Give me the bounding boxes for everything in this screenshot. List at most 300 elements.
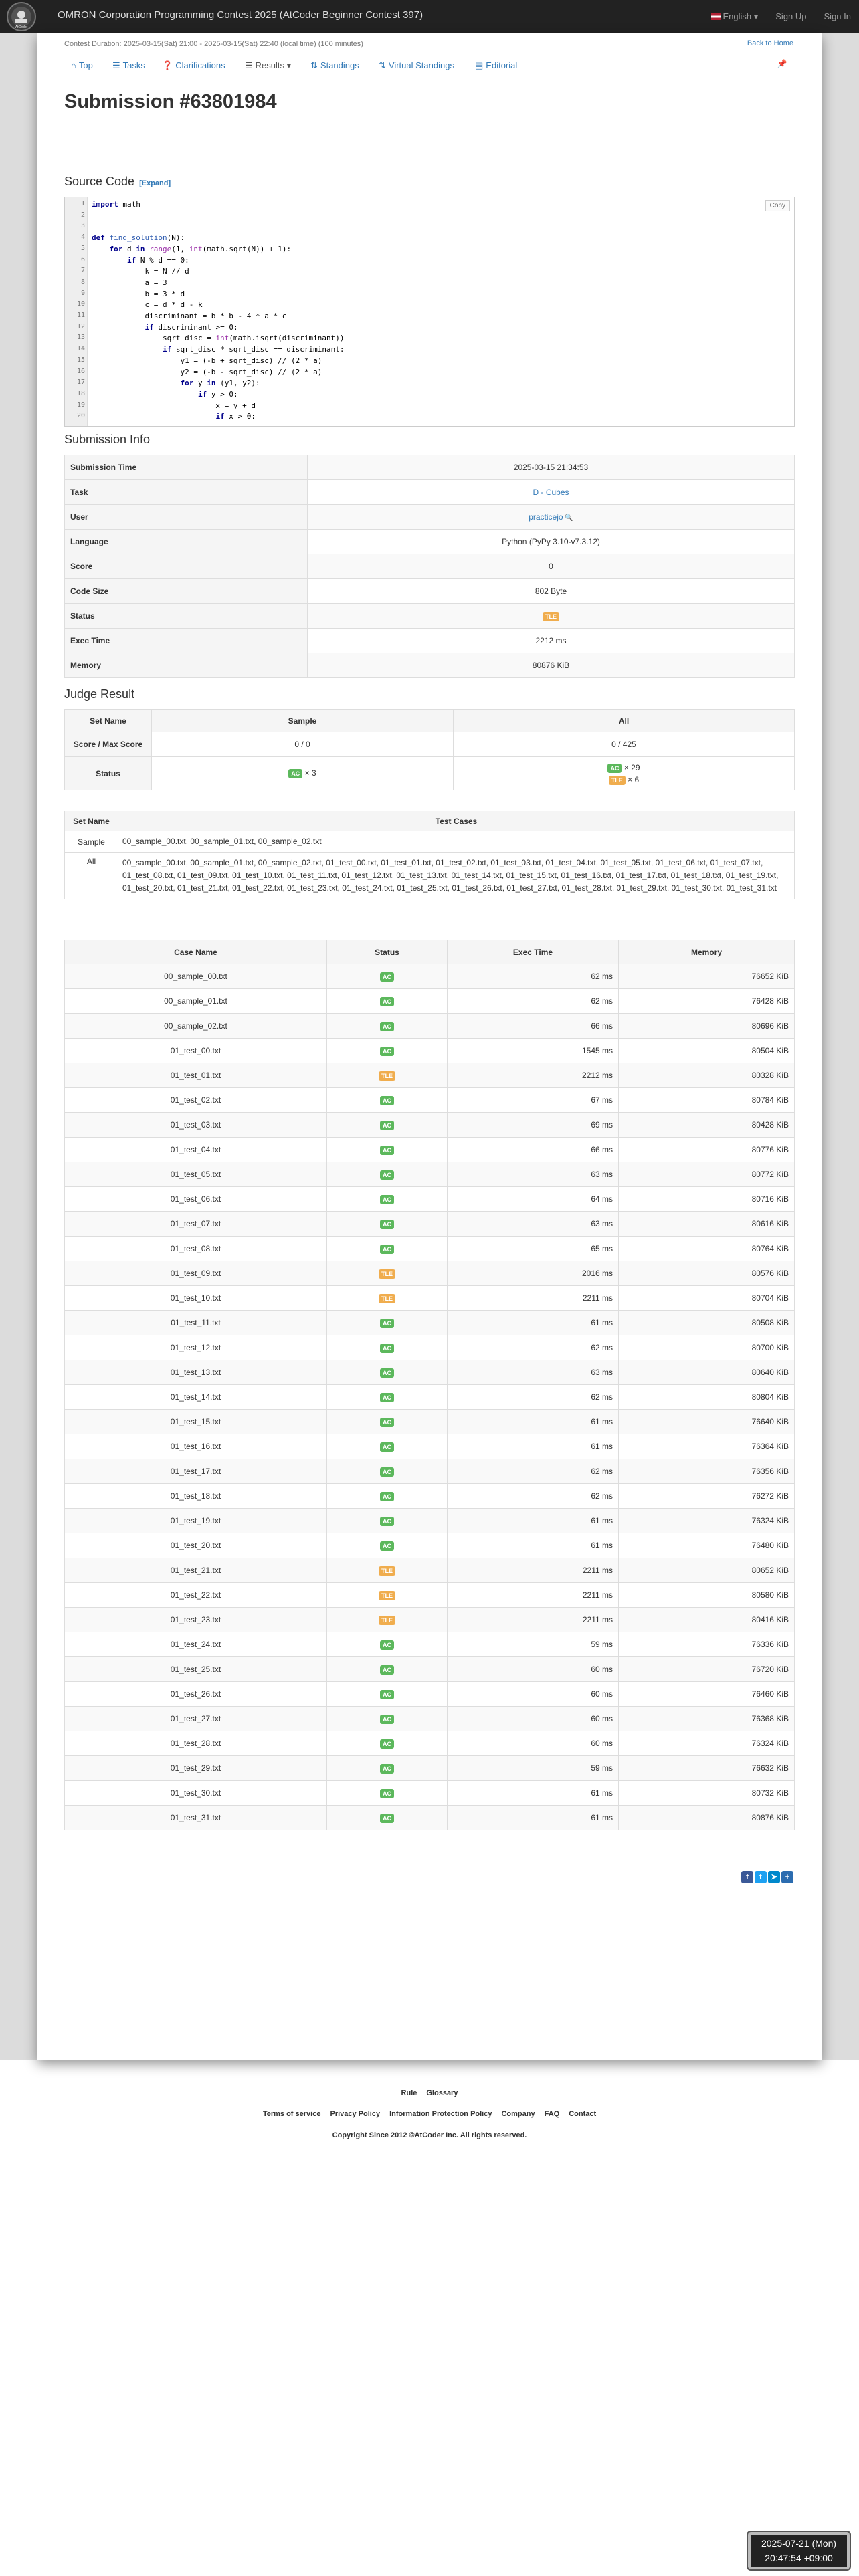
case-memory: 76480 KiB [619, 1533, 795, 1558]
case-memory: 80696 KiB [619, 1014, 795, 1039]
case-name: 01_test_14.txt [65, 1385, 327, 1410]
case-memory: 80504 KiB [619, 1039, 795, 1063]
case-exec-time: 62 ms [448, 1484, 619, 1509]
judge-head-set-name: Set Name [65, 710, 152, 732]
status-badge: TLE [379, 1071, 395, 1081]
line-number: 13 [76, 334, 85, 342]
status-badge: TLE [379, 1269, 395, 1279]
atcoder-logo[interactable] [7, 2, 36, 31]
table-row [65, 1657, 795, 1682]
info-value-text: Python (PyPy 3.10-v7.3.12) [502, 537, 600, 546]
case-exec-time: 62 ms [448, 1385, 619, 1410]
case-memory: 80580 KiB [619, 1583, 795, 1608]
case-status [327, 1335, 448, 1360]
case-status [327, 1558, 448, 1583]
case-memory: 80428 KiB [619, 1113, 795, 1138]
info-value [308, 530, 795, 554]
case-name: 01_test_07.txt [65, 1212, 327, 1237]
judge-head-sample: Sample [152, 710, 454, 732]
ac-badge: AC [607, 764, 622, 773]
code-line: def find_solution(N): [92, 233, 185, 243]
cases-head-name: Case Name [65, 940, 327, 964]
case-status [327, 1286, 448, 1311]
cases-head-time: Exec Time [448, 940, 619, 964]
case-name: 01_test_13.txt [65, 1360, 327, 1385]
case-name: 00_sample_02.txt [65, 1014, 327, 1039]
case-name: 01_test_12.txt [65, 1335, 327, 1360]
case-name: 01_test_18.txt [65, 1484, 327, 1509]
table-row [65, 1063, 795, 1088]
language-label: English [723, 11, 752, 21]
footer-link[interactable]: FAQ [544, 2110, 560, 2118]
status-badge: AC [380, 1665, 394, 1675]
case-exec-time: 60 ms [448, 1731, 619, 1756]
table-row [65, 1360, 795, 1385]
source-code-title: Source Code [Expand] [64, 175, 171, 188]
case-status [327, 1237, 448, 1261]
case-status [327, 1756, 448, 1781]
case-name: 01_test_04.txt [65, 1138, 327, 1162]
table-row [65, 1434, 795, 1459]
code-line: discriminant = b * b - 4 * a * c [92, 312, 287, 320]
case-name: 01_test_17.txt [65, 1459, 327, 1484]
home-icon: ⌂ [71, 60, 76, 70]
case-exec-time: 61 ms [448, 1781, 619, 1806]
case-exec-time: 2016 ms [448, 1261, 619, 1286]
line-number: 3 [80, 222, 85, 230]
line-number: 9 [80, 289, 85, 297]
info-value [308, 579, 795, 604]
info-label: Task [65, 480, 308, 505]
table-row [65, 1558, 795, 1583]
case-memory: 76632 KiB [619, 1756, 795, 1781]
case-memory: 80700 KiB [619, 1335, 795, 1360]
code-line: x = y + d [92, 401, 256, 410]
table-row [65, 1162, 795, 1187]
case-status [327, 1682, 448, 1707]
top-navbar [0, 0, 859, 33]
set-cases-all: 00_sample_00.txt, 00_sample_01.txt, 00_sample_02.txt, 01_test_00.txt, 01_test_01.txt, 01_test_02.txt, 01_test_03.txt, 01_test_04.txt, 01_test_05.txt, 01_test_06.txt, 01_test_07.txt, 01_test_08.txt, 01_test_09.txt, 01_test_10.txt, 01_test_11.txt, 01_test_12.txt, 01_test_13.txt, 01_test_14.txt, 01_test_15.txt, 01_test_16.txt, 01_test_17.txt, 01_test_18.txt, 01_test_19.txt, 01_test_20.txt, 01_test_21.txt, 01_test_22.txt, 01_test_23.txt, 01_test_24.txt, 01_test_25.txt, 01_test_26.txt, 01_test_27.txt, 01_test_28.txt, 01_test_29.txt, 01_test_30.txt, 01_test_31.txt [118, 853, 795, 899]
table-row [65, 1187, 795, 1212]
table-row [65, 1608, 795, 1632]
test-sets-table [64, 811, 795, 899]
table-row [65, 1484, 795, 1509]
info-row [65, 480, 795, 505]
table-row [65, 1237, 795, 1261]
set-name-all: All [65, 853, 118, 899]
info-row [65, 554, 795, 579]
info-value [308, 653, 795, 678]
line-number: 5 [80, 244, 85, 252]
info-label: Memory [65, 653, 308, 678]
line-number: 17 [76, 379, 85, 387]
case-status [327, 1113, 448, 1138]
line-number: 20 [76, 412, 85, 420]
code-line: y2 = (-b - sqrt_disc) // (2 * a) [92, 367, 322, 377]
info-row [65, 505, 795, 530]
case-name: 01_test_02.txt [65, 1088, 327, 1113]
fixed-clock [747, 2531, 851, 2571]
table-row [65, 1212, 795, 1237]
code-line: y1 = (-b + sqrt_disc) // (2 * a) [92, 356, 322, 365]
case-memory: 80652 KiB [619, 1558, 795, 1583]
line-number: 6 [80, 255, 85, 263]
case-status [327, 1632, 448, 1657]
telegram-icon[interactable]: ➤ [768, 1871, 780, 1883]
code-line: if N % d == 0: [126, 255, 189, 265]
case-memory: 76460 KiB [619, 1682, 795, 1707]
status-badge: AC [380, 997, 394, 1006]
status-badge: AC [380, 1418, 394, 1427]
case-status [327, 1311, 448, 1335]
tab-clarifications[interactable]: ❓ Clarifications [162, 60, 225, 70]
case-status [327, 1088, 448, 1113]
question-icon: ❓ [162, 60, 173, 70]
info-label: Submission Time [65, 455, 308, 480]
status-badge: AC [380, 1739, 394, 1749]
clock-date: 2025-07-21 (Mon) [761, 2538, 837, 2549]
tab-results[interactable]: ☰ Results ▾ [245, 60, 292, 70]
case-name: 01_test_06.txt [65, 1187, 327, 1212]
info-value-text: 80876 KiB [532, 661, 570, 670]
case-name: 01_test_11.txt [65, 1311, 327, 1335]
case-status [327, 1657, 448, 1682]
case-exec-time: 59 ms [448, 1632, 619, 1657]
expand-link[interactable]: [Expand] [139, 179, 171, 187]
info-value [308, 455, 795, 480]
table-row [65, 1583, 795, 1608]
line-number: 19 [76, 401, 85, 409]
judge-head-all: All [454, 710, 795, 732]
back-home-link[interactable]: Back to Home [747, 39, 793, 47]
info-value-text: 2212 ms [535, 636, 567, 645]
table-row [65, 1261, 795, 1286]
case-status [327, 1434, 448, 1459]
info-value [308, 604, 795, 629]
case-status [327, 1509, 448, 1533]
case-status [327, 1385, 448, 1410]
case-status [327, 1806, 448, 1830]
case-name: 01_test_10.txt [65, 1286, 327, 1311]
language-select[interactable]: English ▾ [711, 11, 758, 22]
list-icon: ☰ [112, 60, 120, 70]
info-label: Code Size [65, 579, 308, 604]
case-name: 01_test_30.txt [65, 1781, 327, 1806]
contest-title[interactable]: OMRON Corporation Programming Contest 2025 (AtCoder Beginner Contest 397) [58, 9, 423, 21]
case-memory: 80716 KiB [619, 1187, 795, 1212]
sort-icon: ⇅ [310, 60, 318, 70]
case-exec-time: 63 ms [448, 1360, 619, 1385]
case-status [327, 1583, 448, 1608]
line-number: 8 [80, 278, 85, 286]
info-label: User [65, 505, 308, 530]
case-memory: 76356 KiB [619, 1459, 795, 1484]
sample-score: 0 / 0 [152, 732, 454, 757]
table-row [65, 1781, 795, 1806]
case-memory: 80616 KiB [619, 1212, 795, 1237]
line-number: 2 [80, 211, 85, 219]
table-row [65, 1113, 795, 1138]
source-code-block[interactable] [64, 197, 795, 427]
table-row [65, 1410, 795, 1434]
case-memory: 76272 KiB [619, 1484, 795, 1509]
share-icon[interactable]: + [781, 1871, 793, 1883]
table-row [65, 1632, 795, 1657]
case-status [327, 1707, 448, 1731]
table-row [65, 1756, 795, 1781]
info-value [308, 629, 795, 653]
score-label: Score / Max Score [65, 732, 152, 757]
code-line: if sqrt_disc * sqrt_disc == discriminant: [162, 345, 345, 354]
signup-link[interactable]: Sign Up [775, 11, 807, 21]
tab-tasks[interactable]: ☰ Tasks [112, 60, 145, 70]
status-badge: AC [380, 1764, 394, 1774]
case-name: 01_test_22.txt [65, 1583, 327, 1608]
case-memory: 76428 KiB [619, 989, 795, 1014]
case-status [327, 1138, 448, 1162]
table-row [65, 1335, 795, 1360]
info-value-text: 2025-03-15 21:34:53 [513, 463, 589, 472]
status-badge: AC [380, 1541, 394, 1551]
case-memory: 76364 KiB [619, 1434, 795, 1459]
info-label: Exec Time [65, 629, 308, 653]
sort-icon: ⇅ [379, 60, 386, 70]
case-exec-time: 60 ms [448, 1682, 619, 1707]
table-row [65, 1385, 795, 1410]
pin-icon[interactable]: 📌 [777, 59, 787, 68]
tab-standings[interactable]: ⇅ Standings [310, 60, 359, 70]
case-memory: 76324 KiB [619, 1731, 795, 1756]
table-row [65, 1039, 795, 1063]
status-badge: AC [380, 1170, 394, 1180]
footer-link[interactable]: Rule [401, 2089, 417, 2097]
case-status [327, 1731, 448, 1756]
search-icon[interactable]: 🔍 [563, 514, 573, 522]
all-score: 0 / 425 [454, 732, 795, 757]
set-cases-sample: 00_sample_00.txt, 00_sample_01.txt, 00_sample_02.txt [118, 831, 795, 853]
footer-link[interactable]: Privacy Policy [330, 2110, 381, 2118]
code-line: sqrt_disc = int(math.isqrt(discriminant)) [92, 334, 345, 343]
case-exec-time: 61 ms [448, 1410, 619, 1434]
info-label: Language [65, 530, 308, 554]
case-name: 01_test_24.txt [65, 1632, 327, 1657]
case-exec-time: 62 ms [448, 1335, 619, 1360]
page-title: Submission #63801984 [64, 91, 277, 112]
case-status [327, 1459, 448, 1484]
line-number: 7 [80, 267, 85, 275]
footer-link[interactable]: Terms of service [262, 2110, 321, 2118]
signin-link[interactable]: Sign In [824, 11, 851, 21]
info-row [65, 530, 795, 554]
code-line: b = 3 * d [92, 289, 185, 298]
footer-link[interactable]: Information Protection Policy [389, 2110, 492, 2118]
case-status [327, 1484, 448, 1509]
case-exec-time: 62 ms [448, 964, 619, 989]
line-number: 1 [80, 200, 85, 207]
case-exec-time: 64 ms [448, 1187, 619, 1212]
line-number: 11 [76, 312, 85, 319]
ac-count: × 3 [304, 768, 316, 778]
status-badge: AC [380, 1442, 394, 1452]
case-memory: 80772 KiB [619, 1162, 795, 1187]
table-row [65, 964, 795, 989]
line-number-gutter [65, 197, 88, 427]
case-memory: 76640 KiB [619, 1410, 795, 1434]
tab-editorial[interactable]: ▤ Editorial [475, 60, 518, 70]
facebook-icon[interactable]: f [741, 1871, 753, 1883]
tle-count: × 6 [628, 774, 640, 784]
status-badge: AC [380, 1492, 394, 1501]
footer-link[interactable]: Company [501, 2110, 535, 2118]
case-memory: 80704 KiB [619, 1286, 795, 1311]
footer-link[interactable]: Contact [569, 2110, 597, 2118]
case-memory: 80416 KiB [619, 1608, 795, 1632]
info-row [65, 629, 795, 653]
case-name: 01_test_20.txt [65, 1533, 327, 1558]
case-memory: 80508 KiB [619, 1311, 795, 1335]
twitter-icon[interactable]: t [755, 1871, 767, 1883]
table-row [65, 1533, 795, 1558]
copy-button[interactable]: Copy [765, 200, 790, 211]
footer-link[interactable]: Glossary [426, 2089, 458, 2097]
case-status [327, 1039, 448, 1063]
case-exec-time: 2212 ms [448, 1063, 619, 1088]
status-badge: AC [380, 1344, 394, 1353]
status-badge: AC [380, 1368, 394, 1378]
judge-result-title: Judge Result [64, 687, 135, 701]
table-row [65, 1088, 795, 1113]
case-name: 01_test_28.txt [65, 1731, 327, 1756]
case-memory: 80640 KiB [619, 1360, 795, 1385]
case-name: 01_test_19.txt [65, 1509, 327, 1533]
status-badge: AC [380, 1789, 394, 1798]
case-status [327, 989, 448, 1014]
table-row [65, 1806, 795, 1830]
test-cases-table [64, 940, 795, 1830]
case-exec-time: 59 ms [448, 1756, 619, 1781]
code-line: c = d * d - k [92, 300, 203, 310]
tab-virtual-standings[interactable]: ⇅ Virtual Standings [379, 60, 454, 70]
us-flag-icon [711, 13, 721, 20]
copyright: Copyright Since 2012 ©AtCoder Inc. All rights reserved. [332, 2131, 527, 2139]
case-name: 01_test_15.txt [65, 1410, 327, 1434]
status-badge: AC [380, 1640, 394, 1650]
line-number: 16 [76, 367, 85, 375]
case-exec-time: 61 ms [448, 1806, 619, 1830]
case-memory: 76336 KiB [619, 1632, 795, 1657]
status-badge: AC [380, 1467, 394, 1477]
case-status [327, 1533, 448, 1558]
code-line: for d in range(1, int(math.sqrt(N)) + 1): [109, 244, 292, 253]
info-row [65, 455, 795, 480]
case-name: 00_sample_01.txt [65, 989, 327, 1014]
case-exec-time: 62 ms [448, 989, 619, 1014]
table-row [65, 1138, 795, 1162]
line-number: 18 [76, 389, 85, 397]
case-exec-time: 65 ms [448, 1237, 619, 1261]
submission-info-table [64, 455, 795, 678]
ac-badge: AC [288, 769, 302, 778]
case-name: 01_test_00.txt [65, 1039, 327, 1063]
case-memory: 80576 KiB [619, 1261, 795, 1286]
table-row [65, 1459, 795, 1484]
info-row [65, 604, 795, 629]
case-name: 01_test_26.txt [65, 1682, 327, 1707]
main-container [37, 33, 822, 2060]
case-status [327, 1014, 448, 1039]
table-row [65, 1707, 795, 1731]
case-name: 01_test_09.txt [65, 1261, 327, 1286]
status-badge: AC [380, 1517, 394, 1526]
code-line: if discriminant >= 0: [145, 322, 238, 332]
user-link[interactable]: practicejo [529, 512, 563, 522]
case-exec-time: 60 ms [448, 1657, 619, 1682]
case-status [327, 1781, 448, 1806]
case-exec-time: 61 ms [448, 1434, 619, 1459]
case-exec-time: 2211 ms [448, 1558, 619, 1583]
case-exec-time: 63 ms [448, 1162, 619, 1187]
table-row [65, 1731, 795, 1756]
case-name: 01_test_27.txt [65, 1707, 327, 1731]
case-name: 01_test_25.txt [65, 1657, 327, 1682]
line-number: 10 [76, 300, 85, 308]
footer-links-top [0, 2089, 859, 2097]
case-memory: 76652 KiB [619, 964, 795, 989]
info-label: Score [65, 554, 308, 579]
status-badge: AC [380, 1146, 394, 1155]
tab-top[interactable]: ⌂ Top [71, 60, 93, 70]
case-exec-time: 2211 ms [448, 1608, 619, 1632]
status-label: Status [65, 757, 152, 790]
status-badge: AC [380, 1022, 394, 1031]
case-status [327, 1410, 448, 1434]
code-line: k = N // d [92, 267, 189, 276]
judge-result-table [64, 709, 795, 790]
info-value [308, 480, 795, 505]
case-memory: 80804 KiB [619, 1385, 795, 1410]
code-line: for y in (y1, y2): [180, 379, 260, 388]
case-exec-time: 63 ms [448, 1212, 619, 1237]
status-badge: AC [380, 1393, 394, 1402]
status-badge: AC [380, 1121, 394, 1130]
case-exec-time: 2211 ms [448, 1583, 619, 1608]
status-badge: TLE [379, 1591, 395, 1600]
ac-count: × 29 [624, 762, 640, 772]
table-row [65, 1509, 795, 1533]
case-memory: 80732 KiB [619, 1781, 795, 1806]
logo-text: AtCoder [15, 25, 28, 29]
status-badge: AC [380, 1195, 394, 1204]
code-line: if x > 0: [215, 412, 256, 421]
cases-head-status: Status [327, 940, 448, 964]
case-name: 01_test_29.txt [65, 1756, 327, 1781]
task-link[interactable]: D - Cubes [533, 488, 569, 497]
case-exec-time: 62 ms [448, 1459, 619, 1484]
list-icon: ☰ [245, 60, 253, 70]
case-exec-time: 60 ms [448, 1707, 619, 1731]
sets-head-name: Set Name [65, 811, 118, 831]
info-value-text: 0 [549, 562, 553, 571]
code-line: import math [92, 200, 140, 209]
status-badge: AC [380, 1715, 394, 1724]
case-exec-time: 1545 ms [448, 1039, 619, 1063]
info-row [65, 579, 795, 604]
case-name: 01_test_08.txt [65, 1237, 327, 1261]
case-status [327, 1162, 448, 1187]
case-name: 01_test_31.txt [65, 1806, 327, 1830]
info-value-text: 802 Byte [535, 586, 567, 596]
tle-badge: TLE [609, 776, 626, 785]
